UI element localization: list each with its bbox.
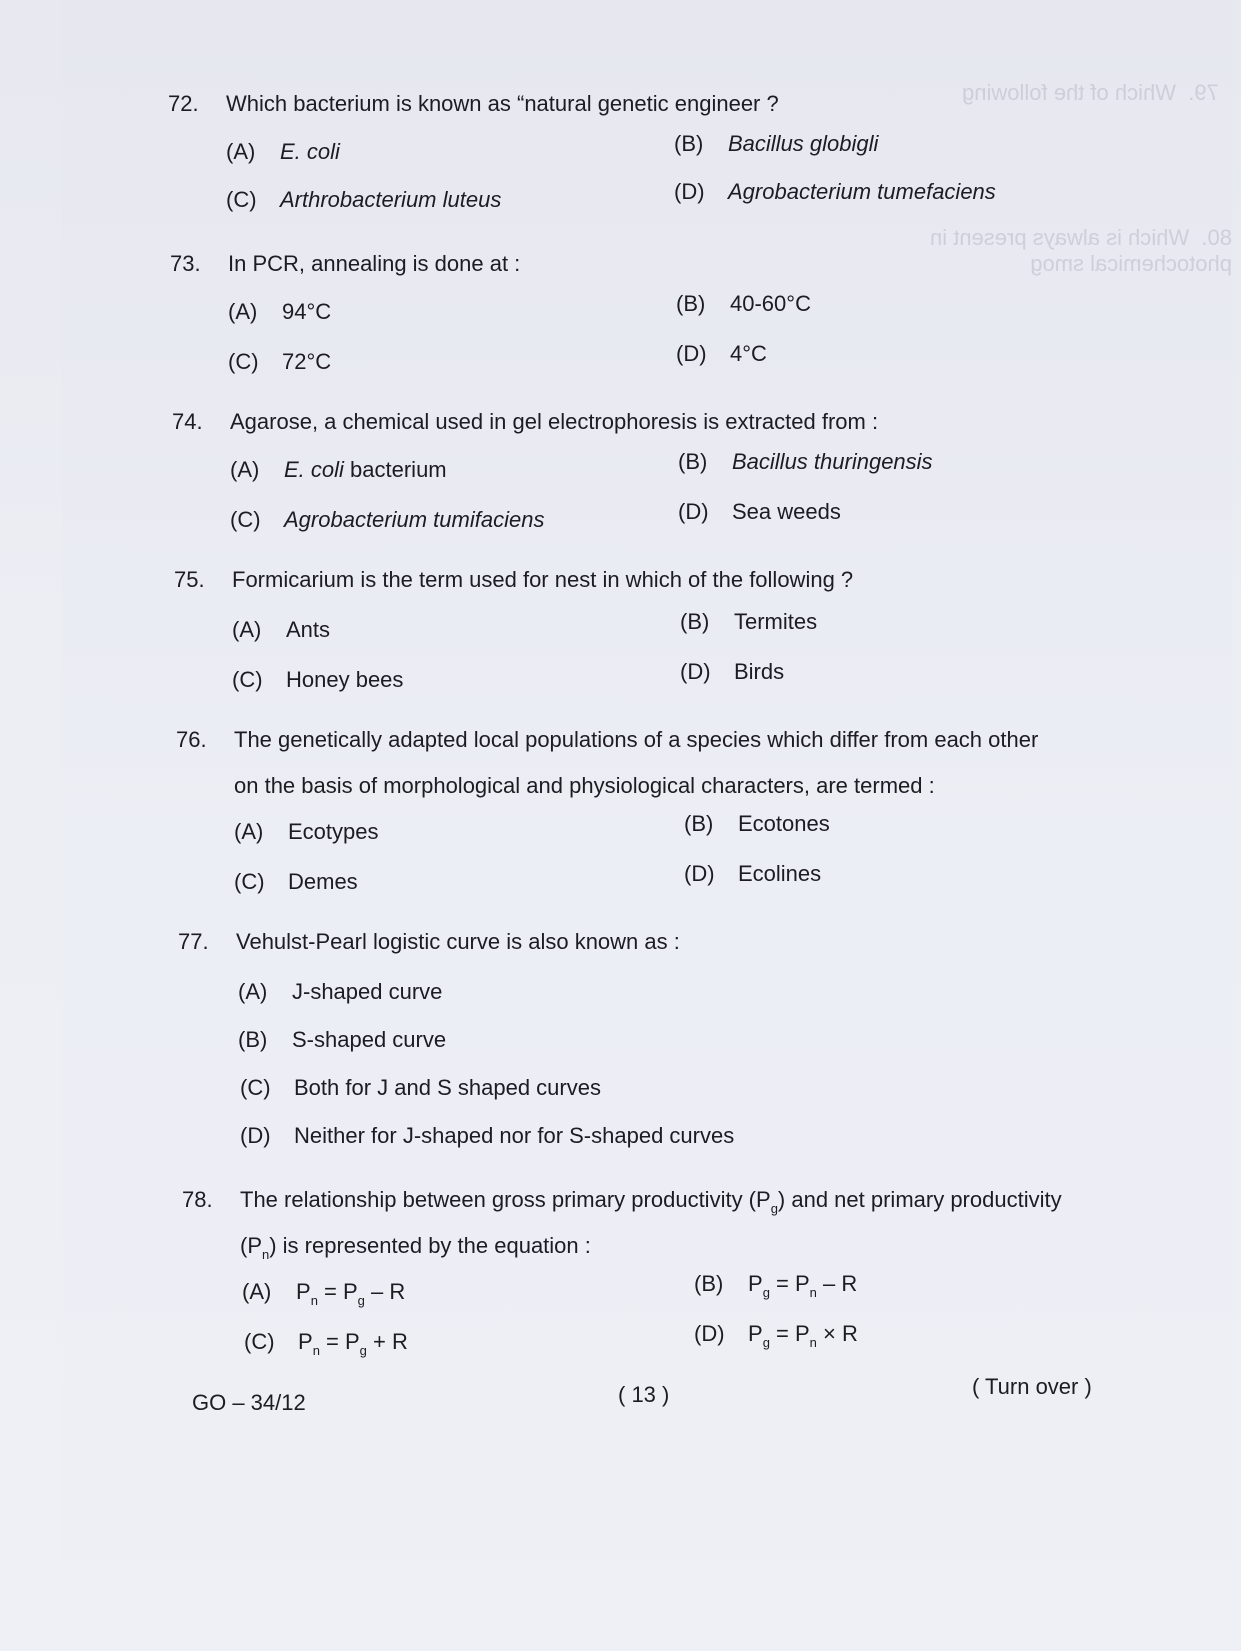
option-d: (D) 4°C <box>676 341 767 366</box>
option-b: (B) $P_g = P_n - R$ <box>694 1271 858 1300</box>
option-text: E. coli <box>280 139 340 164</box>
question-number: 78. <box>182 1187 213 1212</box>
option-a: (A) E. coli bacterium <box>230 457 447 482</box>
equation: $P_n = P_g - R$ <box>296 1279 406 1308</box>
question-stem-line-1: The genetically adapted local populations of a species which differ from each other <box>234 727 1039 752</box>
option-b: (B) Ecotones <box>684 811 830 836</box>
option-c: (C) Honey bees <box>232 667 404 692</box>
equation: $P_n = P_g + R$ <box>298 1329 408 1358</box>
option-d: (D) $P_g = P_n \times R$ <box>694 1321 858 1350</box>
option-c: (C) $P_n = P_g + R$ <box>244 1329 408 1358</box>
option-a: (A) E. coli <box>226 139 340 164</box>
option-text: bacterium <box>343 457 447 482</box>
question-number: 73. <box>170 251 201 276</box>
bleed-through-mark: 79. Which of the following <box>962 80 1219 105</box>
question-number: 75. <box>174 567 205 592</box>
question-stem-line-1: The relationship between gross primary productivity $(P_g)$ and net primary productivity <box>240 1187 1062 1216</box>
question-stem: In PCR, annealing is done at : <box>228 251 521 276</box>
option-text: Demes <box>288 869 358 894</box>
turn-over-note: ( Turn over ) <box>972 1374 1092 1399</box>
option-text: 94°C <box>282 299 332 324</box>
option-text: S-shaped curve <box>292 1027 447 1052</box>
option-text: J-shaped curve <box>292 979 443 1004</box>
option-a: (A) 94°C <box>228 299 332 324</box>
question-number: 74. <box>172 409 203 434</box>
option-c: (C) Arthrobacterium luteus <box>226 187 502 212</box>
option-c: (C) Agrobacterium tumifaciens <box>230 507 545 532</box>
option-text: Bacillus globigli <box>728 131 879 156</box>
option-d: (D) Birds <box>680 659 785 684</box>
option-text-italic: E. coli <box>284 457 344 482</box>
option-a: (A) $P_n = P_g - R$ <box>242 1279 406 1308</box>
option-text: 72°C <box>282 349 332 374</box>
question-number: 77. <box>178 929 209 954</box>
question-number: 76. <box>176 727 207 752</box>
question-stem-line-2: $(P_n)$ is represented by the equation : <box>240 1233 591 1262</box>
paper-code: GO – 34/12 <box>192 1390 306 1415</box>
question-stem: Which bacterium is known as “natural genetic engineer ? <box>226 91 779 116</box>
equation: $P_g = P_n \times R$ <box>748 1321 858 1350</box>
option-text: Honey bees <box>286 667 404 692</box>
option-text: Ecotones <box>738 811 830 836</box>
option-b: (B) Bacillus globigli <box>674 131 879 156</box>
question-stem: Agarose, a chemical used in gel electrophoresis is extracted from : <box>230 409 879 434</box>
option-text: Ecolines <box>738 861 822 886</box>
page-number: ( 13 ) <box>618 1382 670 1407</box>
option-text: Both for J and S shaped curves <box>294 1075 601 1100</box>
question-number: 72. <box>168 91 199 116</box>
option-text: Birds <box>734 659 785 684</box>
question-stem: Vehulst-Pearl logistic curve is also known as : <box>236 929 680 954</box>
bleed-through-mark: 80. Which is always present in photochemical smog <box>929 225 1232 276</box>
option-c: (C) 72°C <box>228 349 332 374</box>
option-b: (B) Bacillus thuringensis <box>678 449 933 474</box>
option-text: Agrobacterium tumefaciens <box>728 179 996 204</box>
option-text: Ecotypes <box>288 819 379 844</box>
option-a: (A) Ecotypes <box>234 819 379 844</box>
option-a: (A) Ants <box>232 617 331 642</box>
option-text: Agrobacterium tumifaciens <box>284 507 545 532</box>
option-text: Sea weeds <box>732 499 841 524</box>
question-stem: Formicarium is the term used for nest in which of the following ? <box>232 567 854 592</box>
paper-sheet <box>62 0 1232 1560</box>
option-text: Termites <box>734 609 818 634</box>
option-b: (B) S-shaped curve <box>238 1027 447 1052</box>
option-text: 40-60°C <box>730 291 811 316</box>
option-c: (C) Demes <box>234 869 358 894</box>
option-text: Ants <box>286 617 331 642</box>
option-c: (C) Both for J and S shaped curves <box>240 1075 601 1100</box>
option-b: (B) 40-60°C <box>676 291 811 316</box>
question-stem-line-2: on the basis of morphological and physiological characters, are termed : <box>234 773 935 798</box>
option-d: (D) Neither for J-shaped nor for S-shaped curves <box>240 1123 735 1148</box>
equation: $P_g = P_n - R$ <box>748 1271 858 1300</box>
option-d: (D) Sea weeds <box>678 499 841 524</box>
option-b: (B) Termites <box>680 609 818 634</box>
option-d: (D) Ecolines <box>684 861 822 886</box>
option-text: Neither for J-shaped nor for S-shaped curves <box>294 1123 735 1148</box>
option-text: Arthrobacterium luteus <box>280 187 502 212</box>
option-d: (D) Agrobacterium tumefaciens <box>674 179 996 204</box>
option-text: 4°C <box>730 341 767 366</box>
option-text: Bacillus thuringensis <box>732 449 933 474</box>
option-a: (A) J-shaped curve <box>238 979 443 1004</box>
